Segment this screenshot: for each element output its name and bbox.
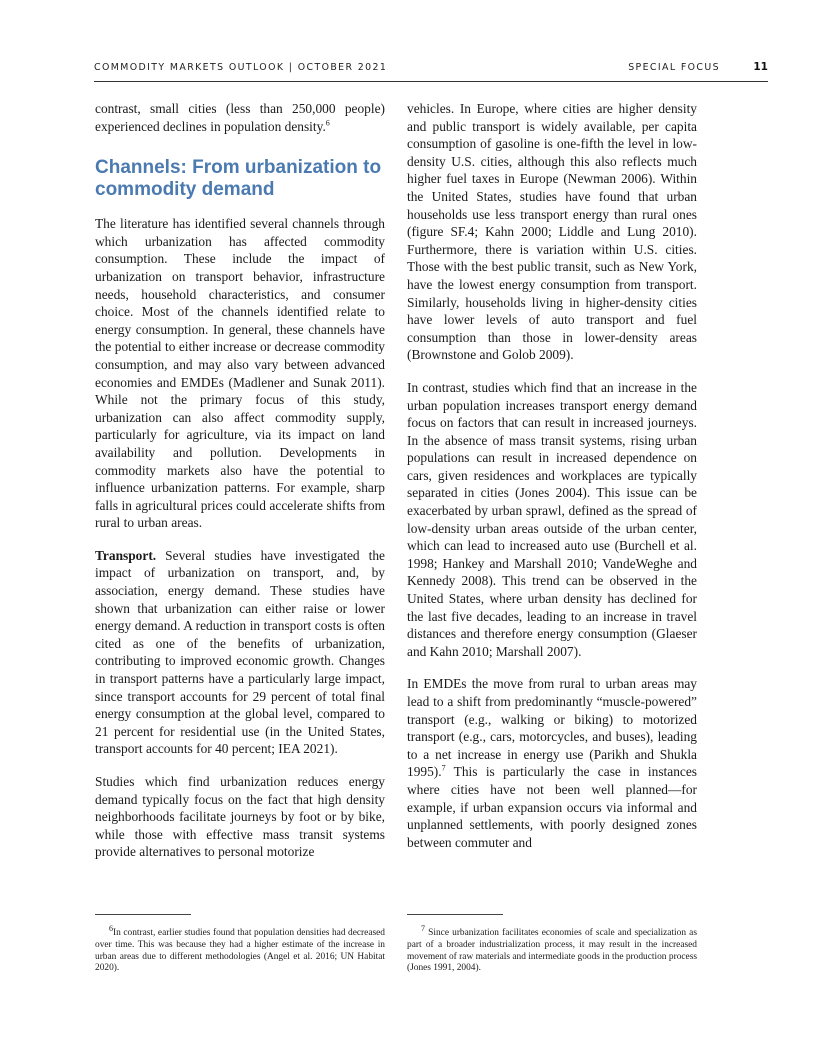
paragraph xyxy=(95,100,385,135)
page-number: 11 xyxy=(753,61,768,73)
footnote-rule xyxy=(407,914,503,915)
footnote-rule xyxy=(95,914,191,915)
footnote-text: In contrast, earlier studies found that population densities had decreased over time. This was because they had a higher estimate of the increase in urban areas due to different methodologies (Angel et al. 2016; UN Habitat 2020). xyxy=(95,928,385,974)
paragraph xyxy=(407,675,697,851)
left-column xyxy=(95,100,385,876)
paragraph: vehicles. In Europe, where cities are higher density and public transport is widely available, per capita consumption of gasoline is one-fifth the level in low-density U.S. cities, although this also reflects much higher fuel taxes in Europe (Newman 2006). Within the United States, studies have found that urban households use less transport energy than rural ones (figure SF.4; Kahn 2000; Liddle and Lung 2010). Furthermore, there is variation within U.S. cities. Those with the best public transit, such as New York, have the lowest energy consumption from transport. Similarly, households living in higher-density cities have lower levels of auto transport and fuel consumption than those in lower-density areas (Brownstone and Golob 2009). xyxy=(407,101,697,363)
footnote-number: 7 xyxy=(421,923,425,933)
paragraph: Studies which find urbanization reduces energy demand typically focus on the fact that high density neighborhoods facilitate journeys by foot or by bike, while those with effective mass transit systems provide alternatives to personal motorize xyxy=(95,774,385,860)
publication-title: COMMODITY MARKETS OUTLOOK | OCTOBER 2021 xyxy=(94,62,388,73)
paragraph: The literature has identified several channels through which urbanization has affected commodity consumption. These include the impact of urbanization on transport behavior, infrastructure needs, household characteristics, and consumer choice. Most of the channels identified relate to energy consumption. In general, these channels have the potential to either increase or decrease commodity consumption, and may also vary between advanced economies and EMDEs (Madlener and Sunak 2011). While not the primary focus of this study, urbanization can also affect commodity supply, particularly for agriculture, via its impact on land availability and pollution. Developments in commodity markets also have the potential to influence urbanization patterns. For example, sharp falls in agricultural prices could accelerate shifts from rural to urban areas. xyxy=(95,216,385,531)
footnote-ref-6[interactable]: 6 xyxy=(325,118,330,128)
paragraph-text: In EMDEs the move from rural to urban areas may lead to a shift from predominantly “muscle-powered” transport (e.g., walking or biking) to motorized transport (e.g., cars, motorcycles, and buses), leading to a net increase in energy use (Parikh and Shukla 1995). xyxy=(407,676,697,780)
footnote-7 xyxy=(407,923,697,975)
paragraph: In contrast, studies which find that an increase in the urban population increases transport energy demand focus on factors that can result in increased journeys. In the absence of mass transit systems, rising urban populations can result in increased dependence on cars, given residences and workplaces are typically separated in cities (Jones 2004). This issue can be exacerbated by urban sprawl, defined as the spread of low-density urban areas outside of the urban center, which can lead to increased auto use (Burchell et al. 1998; Hankey and Marshall 2010; VandeWeghe and Kennedy 2008). This trend can be observed in the United States, where urban density has declined for the last five decades, leading to an increase in travel distances and therefore energy consumption (Glaeser and Kahn 2010; Marshall 2007). xyxy=(407,379,697,659)
section-heading: Channels: From urbanization to commodity demand xyxy=(95,157,382,201)
paragraph-text: Several studies have investigated the impact of urbanization on transport, and, by association, energy demand. These studies have shown that urbanization can either raise or lower energy demand. A reduction in transport costs is often cited as one of the benefits of urbanization, contributing to improved economic growth. Changes in transport patterns have a particularly large impact, since transport accounts for 29 percent of total final energy consumption at the global level, compared to 21 percent for residential use (in the United States, transport accounts for 40 percent; IEA 2021). xyxy=(95,547,385,757)
footnote-text: Since urbanization facilitates economies of scale and specialization as part of a broader industrialization process, it may result in the increased movement of raw materials and intermediate goods in the production process (Jones 1991, 2004). xyxy=(407,928,697,974)
page-header xyxy=(94,62,768,76)
footnote-ref-7[interactable]: 7 xyxy=(441,763,446,773)
paragraph-text: This is particularly the case in instances where cities have not been well planned—for example, if urban expansion occurs via informal and unplanned settlements, with poorly designed zones between commuter and xyxy=(407,764,697,850)
header-rule xyxy=(94,81,768,82)
paragraph-text: contrast, small cities (less than 250,000 people) experienced declines in population density. xyxy=(95,101,385,134)
run-in-heading: Transport. xyxy=(95,547,157,563)
footnote-number: 6 xyxy=(109,923,113,933)
paragraph xyxy=(95,547,385,758)
footnote-6 xyxy=(95,923,385,975)
section-label: SPECIAL FOCUS xyxy=(628,62,720,73)
right-column xyxy=(407,100,697,866)
